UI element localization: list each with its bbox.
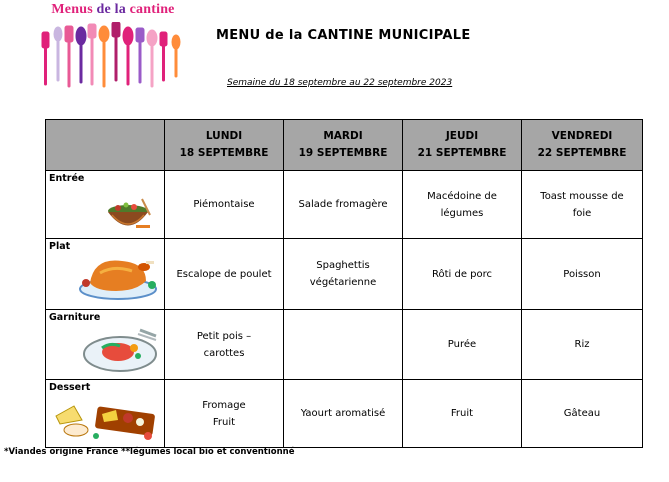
vegetable-plate-icon: [80, 324, 160, 374]
dish-lundi: Petit pois – carottes: [165, 310, 284, 380]
category-label: Plat: [49, 241, 71, 252]
dish-mardi: Spaghettis végétarienne: [284, 239, 403, 310]
dish-vendredi: Toast mousse de foie: [522, 171, 643, 239]
salad-bowl-icon: [104, 195, 154, 235]
cutlery-icon: [38, 22, 188, 90]
dish-lundi: Escalope de poulet: [165, 239, 284, 310]
dish-lundi: Fromage Fruit: [165, 380, 284, 448]
cheese-board-icon: [52, 396, 160, 442]
table-row: [46, 239, 643, 310]
dish-vendredi: Gâteau: [522, 380, 643, 448]
dish-jeudi: Fruit: [403, 380, 522, 448]
footnote: *Viandes origine France **légumes local bio et conventionné: [4, 447, 295, 457]
corner-cell: [46, 120, 165, 171]
dish-jeudi: Purée: [403, 310, 522, 380]
page-title: MENU de la CANTINE MUNICIPALE: [216, 28, 471, 43]
category-label: Dessert: [49, 382, 91, 393]
dish-vendredi: Poisson: [522, 239, 643, 310]
day-header-lundi: LUNDI 18 SEPTEMBRE: [165, 120, 284, 171]
table-row: [46, 310, 643, 380]
category-cell-dessert: [46, 380, 165, 448]
logo-text: Menus de la cantine: [51, 2, 175, 17]
dish-vendredi: Riz: [522, 310, 643, 380]
day-header-mardi: MARDI 19 SEPTEMBRE: [284, 120, 403, 171]
day-header-vendredi: VENDREDI 22 SEPTEMBRE: [522, 120, 643, 171]
menu-table: [45, 119, 643, 448]
dish-mardi: [284, 310, 403, 380]
category-cell-garniture: [46, 310, 165, 380]
dish-jeudi: Rôti de porc: [403, 239, 522, 310]
roast-chicken-icon: [76, 251, 162, 305]
table-row: [46, 380, 643, 448]
dish-jeudi: Macédoine de légumes: [403, 171, 522, 239]
dish-mardi: Yaourt aromatisé: [284, 380, 403, 448]
dish-lundi: Piémontaise: [165, 171, 284, 239]
category-cell-entree: [46, 171, 165, 239]
category-label: Garniture: [49, 312, 101, 323]
table-row: [46, 171, 643, 239]
header-row: [46, 120, 643, 171]
category-label: Entrée: [49, 173, 85, 184]
category-cell-plat: [46, 239, 165, 310]
day-header-jeudi: JEUDI 21 SEPTEMBRE: [403, 120, 522, 171]
cantine-logo: [38, 2, 188, 90]
week-range: Semaine du 18 septembre au 22 septembre 2023: [227, 78, 453, 88]
dish-mardi: Salade fromagère: [284, 171, 403, 239]
